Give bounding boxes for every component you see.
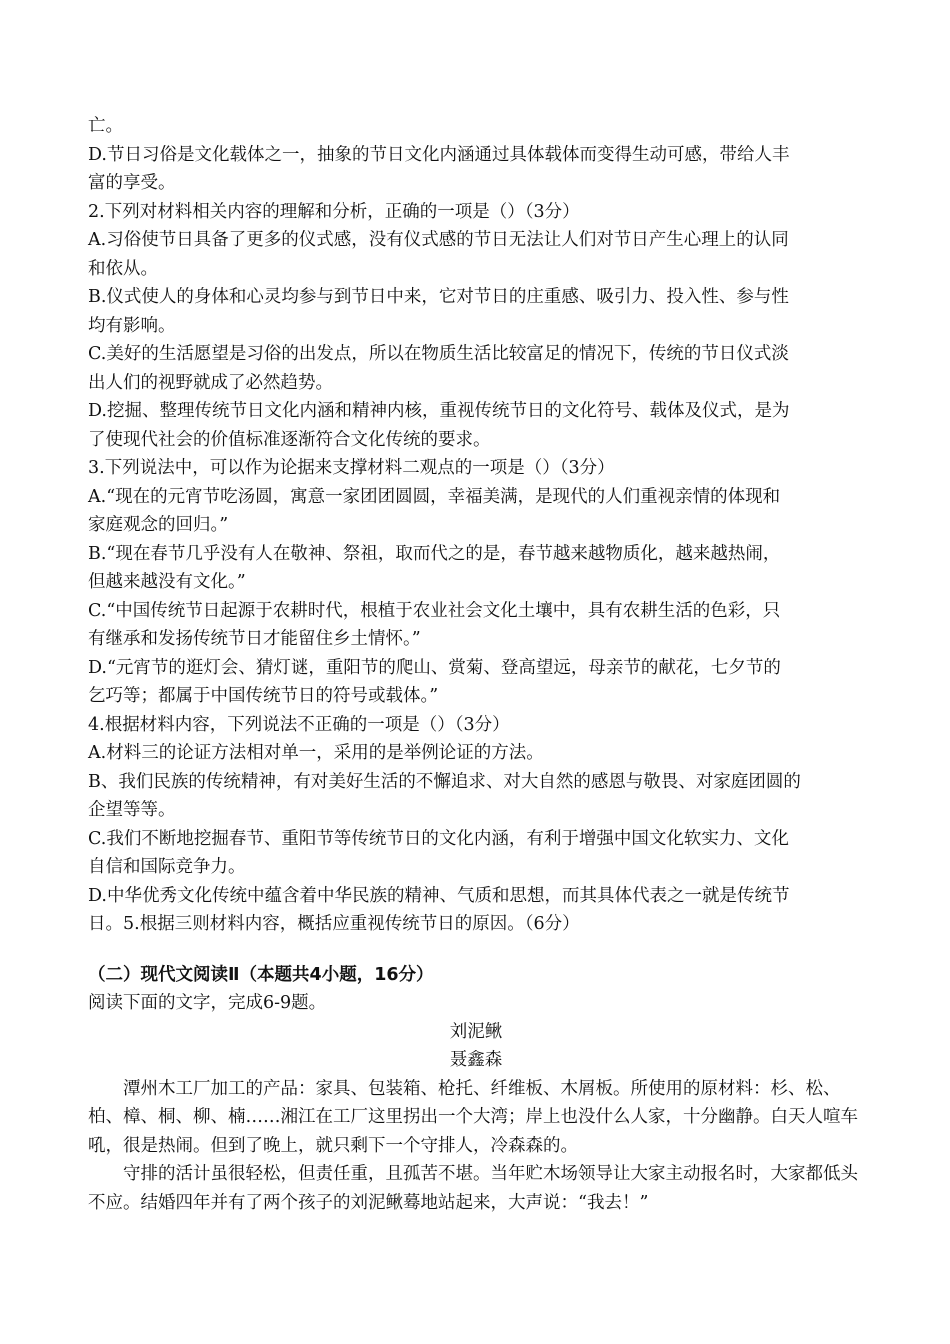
- text-line: 4.根据材料内容，下列说法不正确的一项是（）（3分）: [88, 714, 510, 735]
- text-line: 自信和国际竞争力。: [88, 857, 246, 877]
- text-line: 家庭观念的回归。”: [88, 515, 229, 535]
- text-line: 有继承和发扬传统节日才能留住乡土情怀。”: [88, 629, 421, 649]
- text-line: D.“元宵节的逛灯会、猜灯谜，重阳节的爬山、赏菊、登高望远，母亲节的献花，七夕节的: [88, 657, 781, 678]
- text-line: 亡。: [88, 116, 123, 136]
- text-line: D.中华优秀文化传统中蕴含着中华民族的精神、气质和思想，而其具体代表之一就是传统节: [88, 885, 790, 906]
- text-line: B、我们民族的传统精神，有对美好生活的不懈追求、对大自然的感恩与敬畏、对家庭团圆的: [88, 771, 801, 792]
- text-line: 富的享受。: [88, 173, 176, 193]
- text-line: C.“中国传统节日起源于农耕时代，根植于农业社会文化土壤中，具有农耕生活的色彩，只: [88, 600, 781, 621]
- text-line: A.材料三的论证方法相对单一，采用的是举例论证的方法。: [88, 743, 544, 763]
- story-paragraph: 潭州木工厂加工的产品：家具、包装箱、枪托、纤维板、木屑板。所使用的原材料：杉、松、柏、樟、桐、柳、楠……湘江在工厂这里拐出一个大湾；岸上也没什么人家，十分幽静。白天人喧车吼，很是热闹。但到了晚上，就只剩下一个守排人，冷森森的。: [88, 1078, 858, 1156]
- questions-block: [88, 112, 864, 939]
- text-line: 3.下列说法中，可以作为论据来支撑材料二观点的一项是（）（3分）: [88, 458, 615, 478]
- text-line: 均有影响。: [88, 315, 176, 336]
- text-line: B.“现在春节几乎没有人在敬神、祭祖，取而代之的是，春节越来越物质化，越来越热闹，: [88, 543, 781, 564]
- text-line: 了使现代社会的价值标准逐渐符合文化传统的要求。: [88, 429, 491, 450]
- story-author: 聂鑫森: [449, 1050, 503, 1070]
- story-paragraph: 守排的活计虽很轻松，但责任重，且孤苦不堪。当年贮木场领导让大家主动报名时，大家都低头不应。结婚四年并有了两个孩子的刘泥鳅蓦地站起来，大声说：“我去！”: [88, 1164, 858, 1213]
- text-line: 企望等等。: [88, 800, 176, 820]
- text-line: 出人们的视野就成了必然趋势。: [88, 372, 333, 393]
- text-line: D.挖掘、整理传统节日文化内涵和精神内核，重视传统节日的文化符号、载体及仪式，是为: [88, 401, 790, 421]
- text-line: A.习俗使节日具备了更多的仪式感，没有仪式感的节日无法让人们对节日产生心理上的认同: [88, 230, 789, 250]
- text-line: C.美好的生活愿望是习俗的出发点，所以在物质生活比较富足的情况下，传统的节日仪式淡: [88, 344, 789, 364]
- text-line: C.我们不断地挖掘春节、重阳节等传统节日的文化内涵，有利于增强中国文化软实力、文化: [88, 828, 789, 849]
- text-line: 2.下列对材料相关内容的理解和分析，正确的一项是（）（3分）: [88, 201, 580, 222]
- section-instruction: 阅读下面的文字，完成6-9题。: [88, 993, 327, 1013]
- text-line: 但越来越没有文化。”: [88, 572, 246, 592]
- text-line: B.仪式使人的身体和心灵均参与到节日中来，它对节日的庄重感、吸引力、投入性、参与性: [88, 287, 789, 307]
- text-line: D.节日习俗是文化载体之一，抽象的节日文化内涵通过具体载体而变得生动可感，带给人丰: [88, 144, 790, 165]
- text-line: A.“现在的元宵节吃汤圆，寓意一家团团圆圆，幸福美满，是现代的人们重视亲情的体现和: [88, 486, 781, 507]
- section-heading: （二）现代文阅读Ⅱ（本题共4小题，16分）: [88, 964, 434, 985]
- section-gap: [88, 939, 864, 961]
- text-line: 和依从。: [88, 258, 158, 279]
- text-line: 日。5.根据三则材料内容，概括应重视传统节日的原因。（6分）: [88, 914, 580, 934]
- text-line: 乞巧等；都属于中国传统节日的符号或载体。”: [88, 686, 439, 706]
- story-title: 刘泥鳅: [449, 1021, 503, 1042]
- document-page: [88, 112, 864, 1217]
